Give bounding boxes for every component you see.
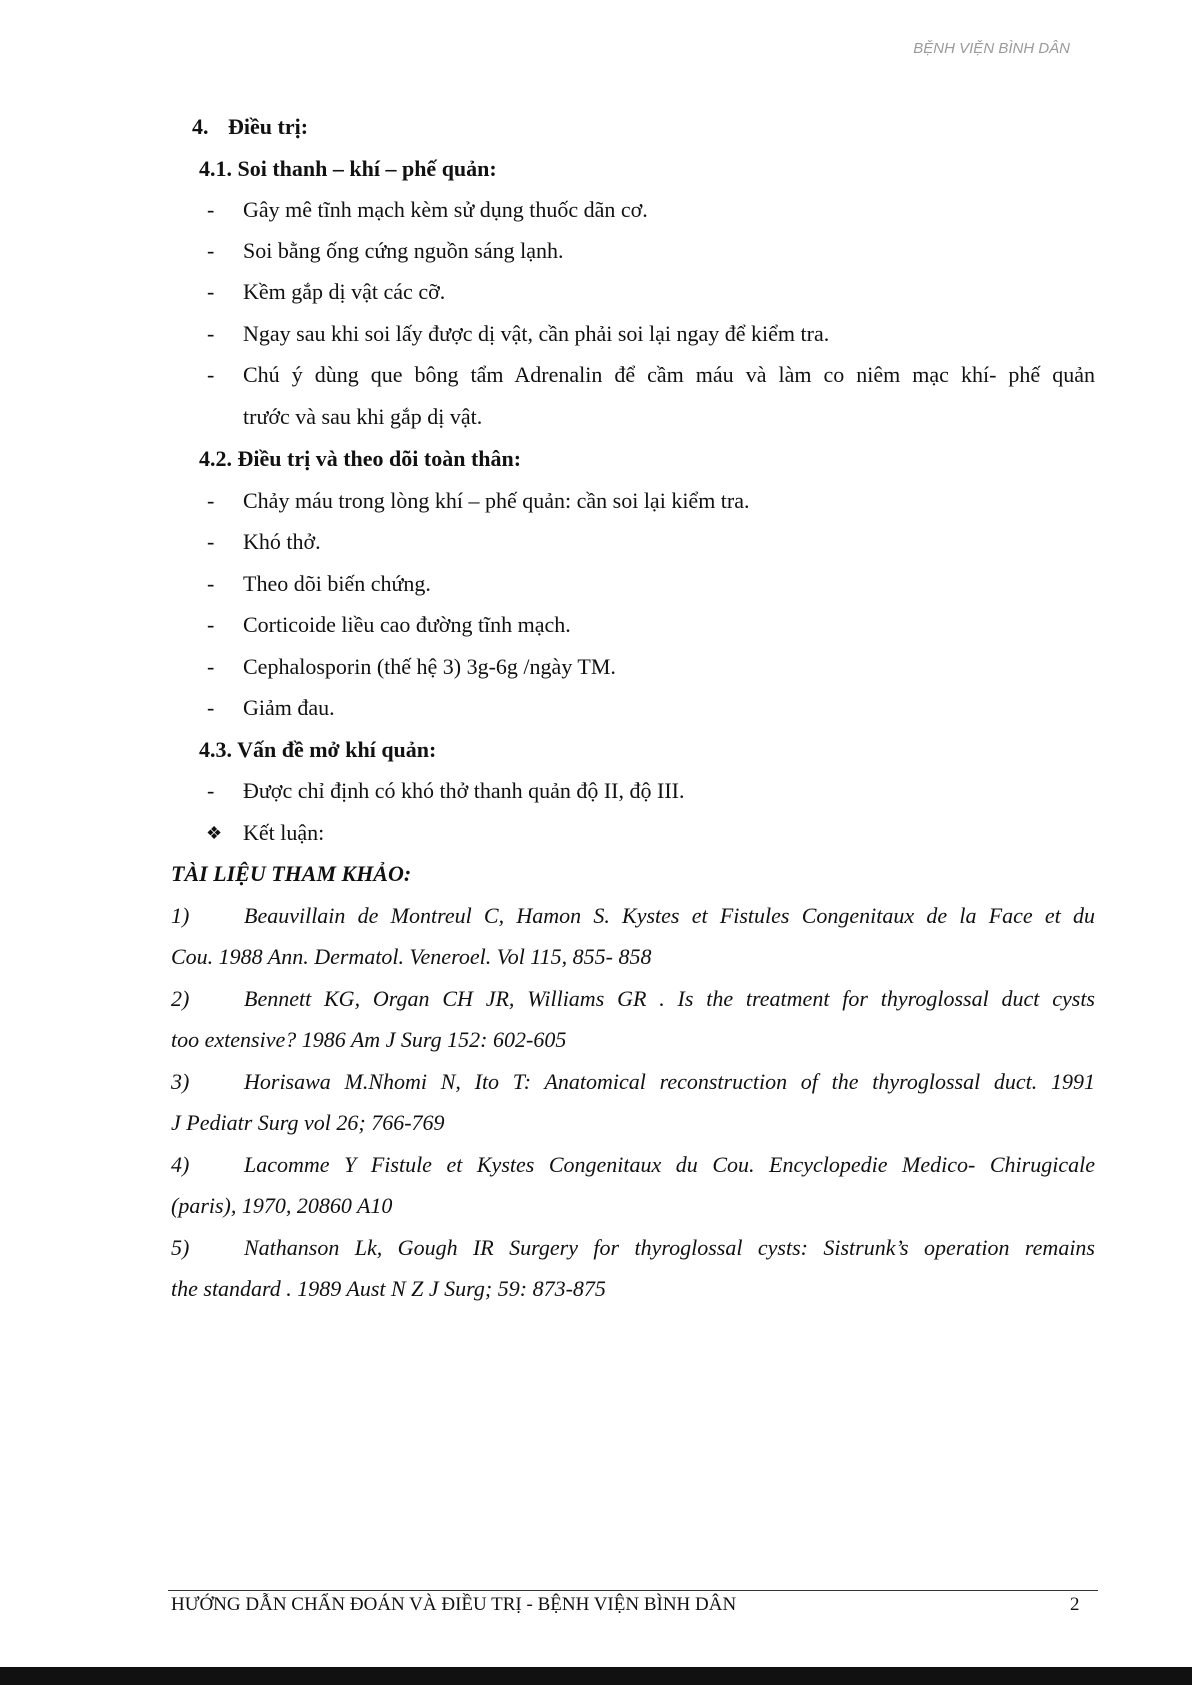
- subsection-heading-4-1: 4.1. Soi thanh – khí – phế quản:: [199, 156, 497, 181]
- section-title: Điều trị:: [228, 114, 309, 139]
- footer-text: HƯỚNG DẪN CHẨN ĐOÁN VÀ ĐIỀU TRỊ - BỆNH VIỆN BÌNH DÂN: [171, 1594, 737, 1615]
- references-title: TÀI LIỆU THAM KHẢO:: [171, 861, 412, 886]
- running-header: BỆNH VIỆN BÌNH DÂN: [913, 40, 1070, 57]
- reference-item: 5) Nathanson Lk, Gough IR Surgery for thyroglossal cysts: Sistrunk’s operation remains the standard . 1989 Aust N Z J Surg; 59: 873-875: [171, 1235, 1095, 1301]
- section-heading: [192, 112, 308, 142]
- diamond-bullet-icon: ❖: [206, 823, 223, 843]
- footer-divider: [168, 1590, 1098, 1591]
- reference-item: 3) Horisawa M.Nhomi N, Ito T: Anatomical reconstruction of the thyroglossal duct. 1991 J Pediatr Surg vol 26; 766-769: [171, 1069, 1095, 1135]
- bottom-edge-bar: [0, 1667, 1192, 1685]
- subsection-heading-4-2: 4.2. Điều trị và theo dõi toàn thân:: [199, 446, 522, 471]
- list-item-continuation: trước và sau khi gắp dị vật.: [243, 404, 483, 429]
- reference-item: 2) Bennett KG, Organ CH JR, Williams GR . Is the treatment for thyroglossal duct cysts too extensive? 1986 Am J Surg 152: 602-605: [171, 986, 1095, 1052]
- section-number: 4.: [192, 114, 209, 139]
- reference-item: 4) Lacomme Y Fistule et Kystes Congenitaux du Cou. Encyclopedie Medico- Chirugicale (paris), 1970, 20860 A10: [171, 1152, 1095, 1218]
- subsection-heading-4-3: 4.3. Vấn đề mở khí quản:: [199, 737, 437, 762]
- reference-item: 1) Beauvillain de Montreul C, Hamon S. Kystes et Fistules Congenitaux de la Face et du Cou. 1988 Ann. Dermatol. Veneroel. Vol 115, 855- 858: [171, 903, 1095, 969]
- page-number: 2: [1070, 1594, 1080, 1615]
